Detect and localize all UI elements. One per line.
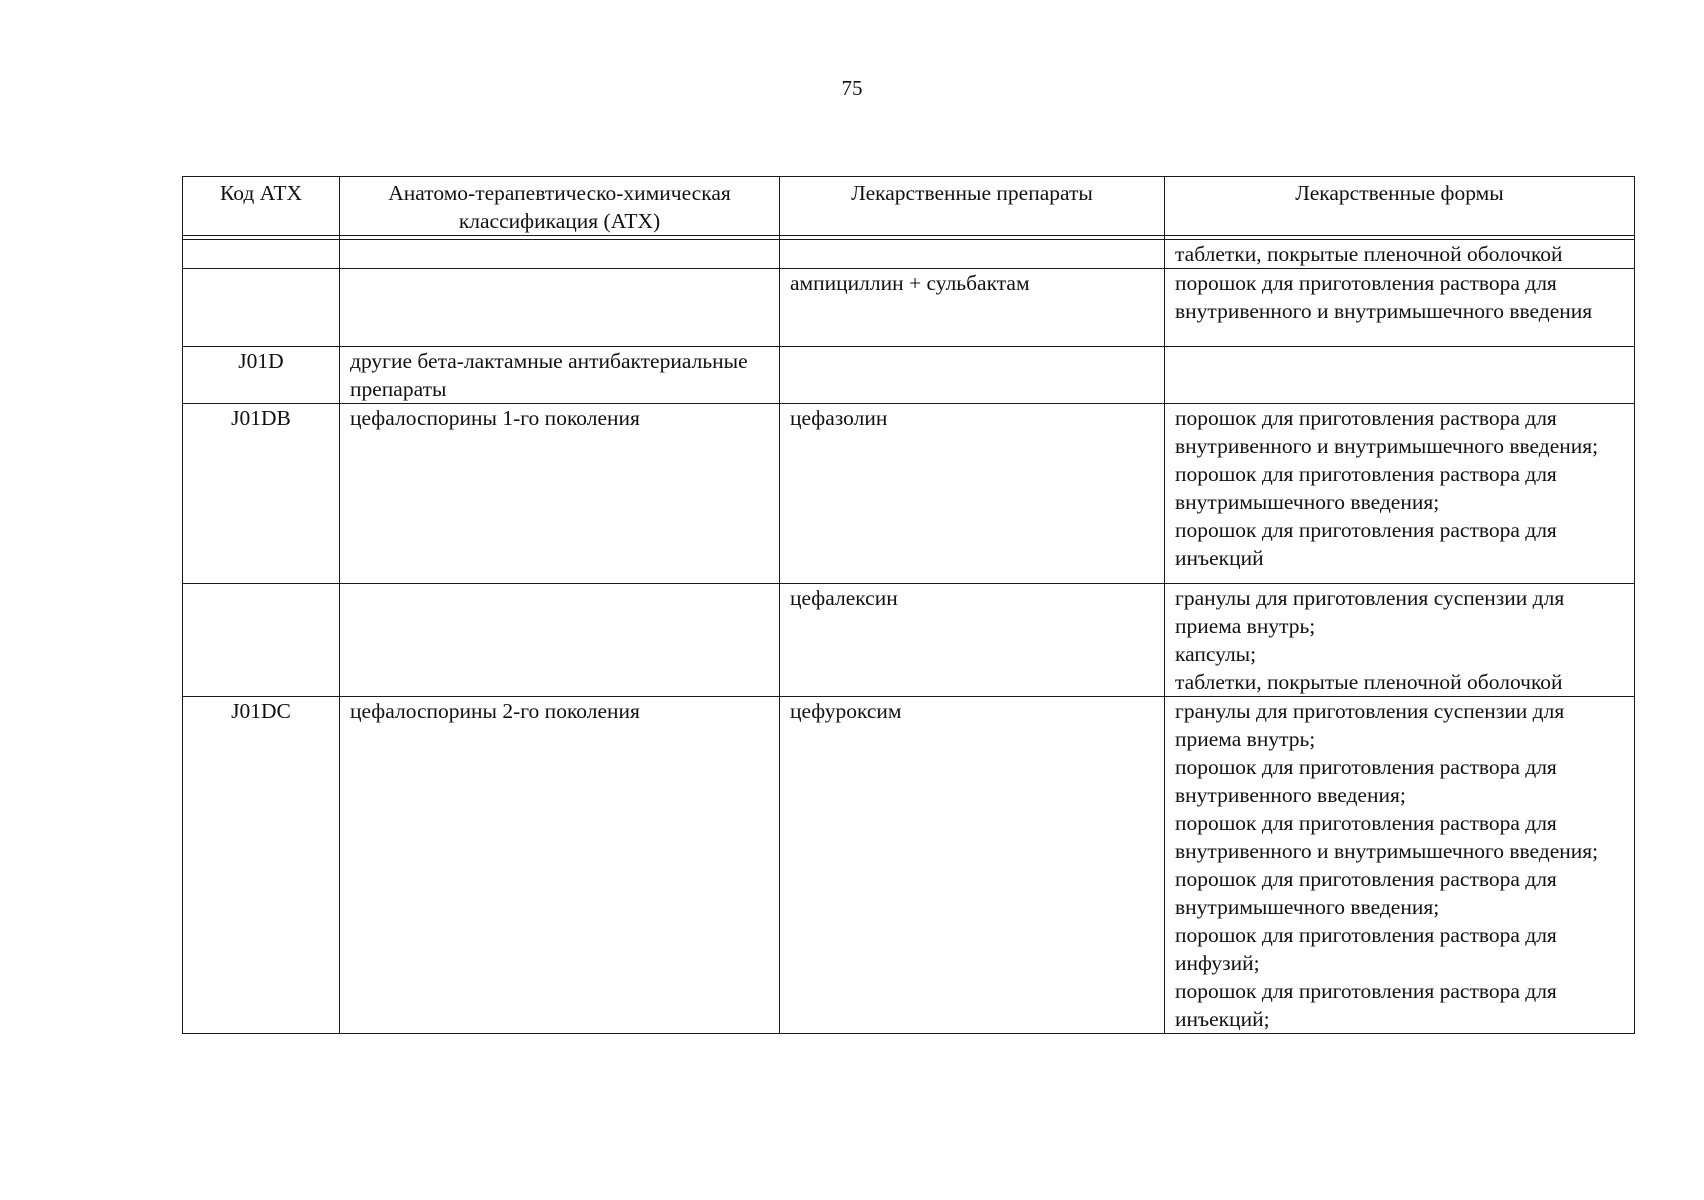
header-code: Код АТХ bbox=[183, 177, 340, 236]
header-classification: Анатомо-терапевтическо-химическая классификация (АТХ) bbox=[340, 177, 780, 236]
cell-atx-code bbox=[183, 584, 340, 697]
cell-forms bbox=[1165, 584, 1635, 697]
dosage-form-entry: порошок для приготовления раствора для инъекций bbox=[1175, 518, 1557, 570]
dosage-form-entry: гранулы для приготовления суспензии для приема внутрь; bbox=[1175, 699, 1565, 751]
dosage-form-entry: порошок для приготовления раствора для внутривенного и внутримышечного введения bbox=[1175, 271, 1593, 323]
cell-drug: цефалексин bbox=[780, 584, 1165, 697]
cell-classification bbox=[340, 240, 780, 269]
dosage-form-entry: гранулы для приготовления суспензии для приема внутрь; bbox=[1175, 586, 1565, 638]
dosage-form-entry: порошок для приготовления раствора для внутривенного и внутримышечного введения; bbox=[1175, 811, 1599, 863]
cell-forms bbox=[1165, 404, 1635, 584]
cell-atx-code bbox=[183, 269, 340, 347]
dosage-form-entry: порошок для приготовления раствора для инфузий; bbox=[1175, 923, 1557, 975]
cell-drug: цефуроксим bbox=[780, 697, 1165, 1034]
table-row bbox=[183, 347, 1635, 404]
cell-atx-code: J01D bbox=[183, 347, 340, 404]
cell-atx-code bbox=[183, 240, 340, 269]
dosage-form-entry: порошок для приготовления раствора для инъекций; bbox=[1175, 979, 1557, 1031]
cell-classification bbox=[340, 584, 780, 697]
page-number: 75 bbox=[841, 76, 863, 100]
table-header-row bbox=[183, 177, 1635, 236]
cell-atx-code: J01DB bbox=[183, 404, 340, 584]
header-drugs: Лекарственные препараты bbox=[780, 177, 1165, 236]
cell-drug: цефазолин bbox=[780, 404, 1165, 584]
cell-classification: цефалоспорины 1-го поколения bbox=[340, 404, 780, 584]
dosage-form-entry: порошок для приготовления раствора для внутримышечного введения; bbox=[1175, 867, 1557, 919]
table-row bbox=[183, 269, 1635, 347]
cell-drug bbox=[780, 347, 1165, 404]
cell-classification: другие бета-лактамные антибактериальные препараты bbox=[340, 347, 780, 404]
dosage-form-entry: порошок для приготовления раствора для внутримышечного введения; bbox=[1175, 462, 1557, 514]
dosage-form-entry: порошок для приготовления раствора для внутривенного введения; bbox=[1175, 755, 1557, 807]
dosage-form-entry: порошок для приготовления раствора для внутривенного и внутримышечного введения; bbox=[1175, 406, 1599, 458]
cell-atx-code: J01DC bbox=[183, 697, 340, 1034]
cell-forms bbox=[1165, 697, 1635, 1034]
atx-table bbox=[182, 176, 1635, 1034]
table-row bbox=[183, 584, 1635, 697]
dosage-form-entry: таблетки, покрытые пленочной оболочкой bbox=[1175, 670, 1563, 694]
dosage-form-entry: таблетки, покрытые пленочной оболочкой bbox=[1175, 242, 1563, 266]
cell-classification bbox=[340, 269, 780, 347]
cell-drug bbox=[780, 240, 1165, 269]
cell-forms bbox=[1165, 269, 1635, 347]
cell-classification: цефалоспорины 2-го поколения bbox=[340, 697, 780, 1034]
table-row bbox=[183, 404, 1635, 584]
table-body bbox=[183, 236, 1635, 1034]
dosage-form-entry: капсулы; bbox=[1175, 642, 1257, 666]
cell-forms bbox=[1165, 347, 1635, 404]
cell-drug: ампициллин + сульбактам bbox=[780, 269, 1165, 347]
cell-forms bbox=[1165, 240, 1635, 269]
table-row bbox=[183, 697, 1635, 1034]
header-forms: Лекарственные формы bbox=[1165, 177, 1635, 236]
table-row bbox=[183, 240, 1635, 269]
